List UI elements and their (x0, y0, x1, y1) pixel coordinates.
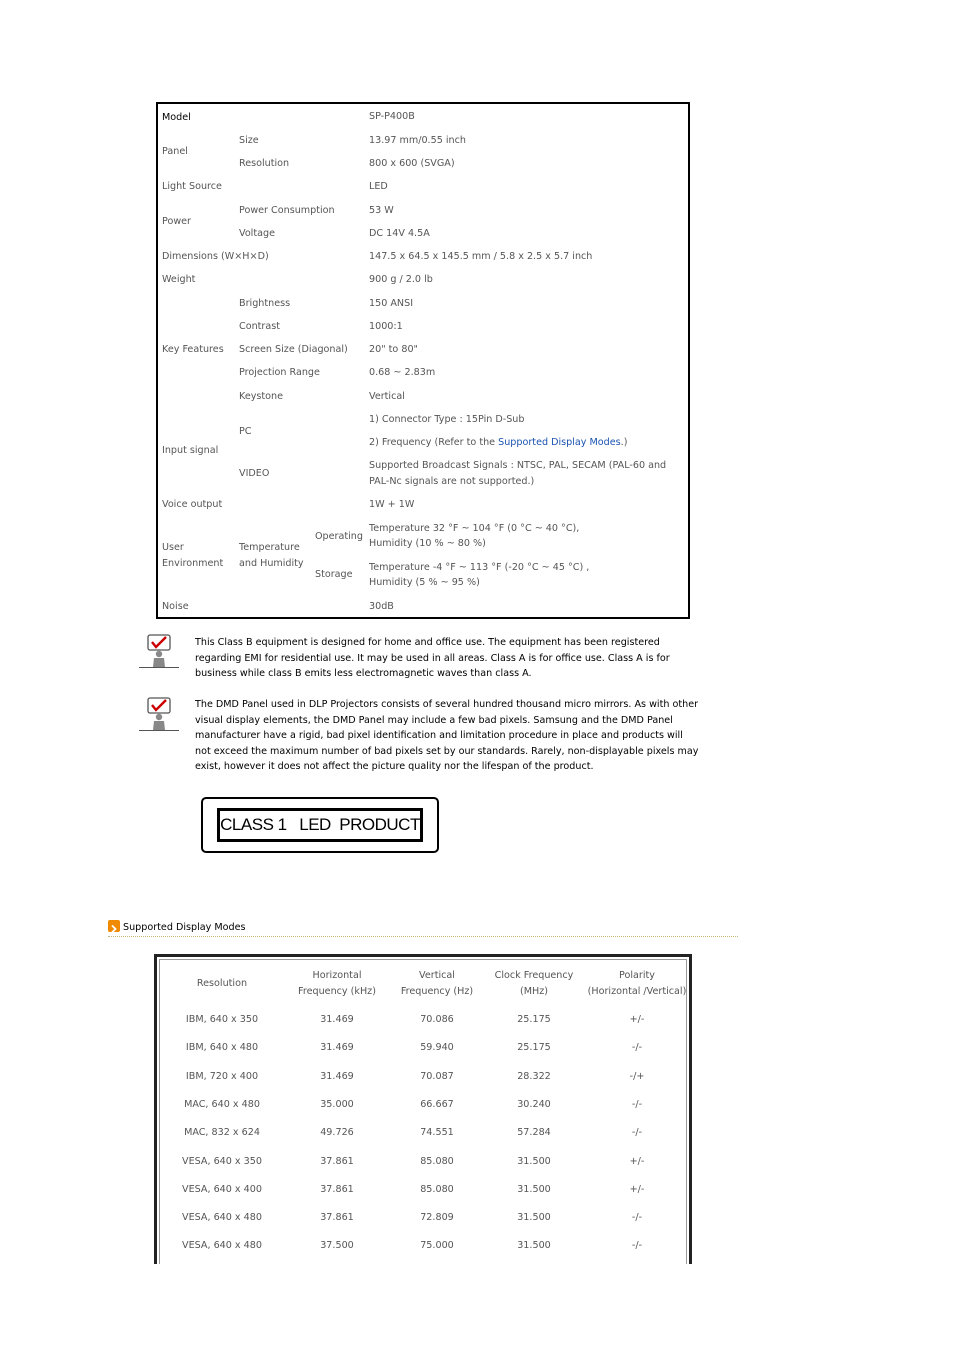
class-1-led-text: CLASS 1 LED PRODUCT (217, 808, 423, 842)
table-cell: MAC, 640 x 480 (184, 1098, 260, 1110)
pc-connector-value: 1) Connector Type : 15Pin D-Sub (369, 414, 525, 425)
noise-label: Noise (162, 601, 189, 612)
table-cell: 37.861 (320, 1183, 354, 1195)
table-cell: 25.175 (517, 1014, 551, 1025)
display-modes-table (154, 954, 692, 1264)
header-clock-1: Clock Frequency (494, 970, 574, 981)
table-cell: -/+ (629, 1070, 645, 1082)
table-cell: 31.469 (320, 1070, 354, 1082)
contrast-label: Contrast (239, 321, 280, 332)
header-horizontal-1: Horizontal (312, 970, 362, 981)
table-cell: 85.080 (420, 1155, 454, 1167)
table-cell: VESA, 640 x 480 (182, 1240, 262, 1252)
screen-size-label: Screen Size (Diagonal) (239, 344, 348, 355)
table-cell: MAC, 832 x 624 (184, 1127, 260, 1139)
header-clock (482, 968, 586, 999)
header-polarity-2: (Horizontal /Vertical) (587, 985, 687, 997)
header-horizontal (282, 968, 392, 999)
dimensions-value: 147.5 x 64.5 x 145.5 mm / 5.8 x 2.5 x 5.7 inch (369, 251, 593, 262)
class-1-led-label (201, 797, 439, 853)
table-cell: +/- (629, 1014, 645, 1025)
keystone-value: Vertical (369, 391, 405, 402)
header-polarity (586, 968, 688, 999)
table-cell: 85.080 (420, 1183, 454, 1195)
table-cell: -/- (631, 1212, 643, 1224)
size-label: Size (239, 135, 259, 146)
table-cell: +/- (629, 1183, 645, 1195)
table-cell: 70.086 (420, 1014, 454, 1025)
table-cell: -/- (631, 1098, 643, 1110)
table-cell: 72.809 (420, 1212, 454, 1224)
table-cell: 28.322 (517, 1070, 551, 1082)
screen-size-value: 20" to 80" (369, 344, 418, 355)
table-cell: 31.500 (517, 1183, 551, 1195)
operating-value-2: Humidity (10 % ~ 80 %) (369, 538, 486, 549)
input-signal-label: Input signal (162, 445, 219, 456)
brightness-label: Brightness (239, 298, 291, 309)
chevron-right-icon (108, 920, 120, 932)
table-cell: 31.469 (320, 1042, 354, 1054)
size-value: 13.97 mm/0.55 inch (369, 135, 466, 146)
projection-range-label: Projection Range (239, 367, 320, 378)
pc-label: PC (239, 426, 252, 437)
temp-humidity-label-2: and Humidity (239, 558, 304, 569)
table-cell: 25.175 (517, 1042, 551, 1054)
table-cell: IBM, 720 x 400 (185, 1070, 259, 1082)
dimensions-label: Dimensions (W×H×D) (162, 251, 269, 262)
table-cell: 35.000 (320, 1098, 354, 1110)
video-value: Supported Broadcast Signals : NTSC, PAL, SECAM (PAL-60 and PAL-Nc signals are not supported.) (369, 460, 667, 487)
section-divider (108, 936, 738, 937)
table-cell: 49.726 (320, 1127, 354, 1139)
header-horizontal-2: Frequency (kHz) (298, 985, 376, 997)
table-cell: 70.087 (420, 1070, 454, 1082)
voice-output-value: 1W + 1W (369, 499, 415, 510)
table-cell: 37.861 (320, 1212, 354, 1224)
header-clock-2: (MHz) (519, 985, 548, 997)
temp-humidity-label-1: Temperature (239, 542, 300, 553)
checklist-person-icon (139, 634, 179, 668)
supported-display-modes-link[interactable]: Supported Display Modes (498, 437, 621, 448)
table-cell: IBM, 640 x 350 (185, 1014, 259, 1025)
weight-label: Weight (162, 274, 196, 285)
power-consumption-label: Power Consumption (239, 205, 335, 216)
header-vertical-1: Vertical (419, 970, 455, 981)
table-cell: -/- (631, 1240, 643, 1252)
table-cell: 37.500 (320, 1240, 354, 1252)
operating-value-1: Temperature 32 °F ~ 104 °F (0 °C ~ 40 °C), (369, 523, 580, 534)
keystone-label: Keystone (239, 391, 284, 402)
header-resolution-text: Resolution (196, 978, 248, 989)
user-environment-label-2: Environment (162, 558, 224, 569)
table-cell: 37.861 (320, 1155, 354, 1167)
class-b-note: This Class B equipment is designed for home and office use. The equipment has been registered regarding EMI for residential use. It may be used in all areas. Class A is for office use. Class A is for business while class B emits less electromagnetic waves than class A. (195, 637, 670, 680)
table-cell: -/- (631, 1042, 643, 1054)
pc-frequency-value (369, 435, 627, 451)
user-environment-label-1: User (162, 542, 184, 553)
header-vertical (392, 968, 482, 999)
model-value: SP-P400B (369, 111, 415, 122)
table-cell: 74.551 (420, 1127, 454, 1139)
section-title: Supported Display Modes (123, 922, 246, 933)
table-cell: IBM, 640 x 480 (185, 1042, 259, 1054)
voice-output-label: Voice output (162, 499, 223, 510)
voltage-label: Voltage (239, 228, 275, 239)
header-resolution (162, 976, 282, 992)
table-cell: 30.240 (517, 1098, 551, 1110)
header-vertical-2: Frequency (Hz) (400, 985, 474, 997)
table-cell: 57.284 (517, 1127, 551, 1139)
storage-value-2: Humidity (5 % ~ 95 %) (369, 577, 480, 588)
header-polarity-1: Polarity (619, 970, 655, 981)
display-modes-inner (159, 959, 687, 1264)
checklist-person-icon (139, 697, 179, 731)
table-cell: +/- (629, 1155, 645, 1167)
weight-value: 900 g / 2.0 lb (369, 274, 433, 285)
table-cell: VESA, 640 x 350 (182, 1155, 262, 1167)
table-cell: 66.667 (420, 1098, 454, 1110)
resolution-value: 800 x 600 (SVGA) (369, 158, 455, 169)
pc-frequency-suffix: .) (620, 437, 628, 448)
voltage-value: DC 14V 4.5A (369, 228, 430, 239)
storage-label: Storage (315, 569, 353, 580)
power-label: Power (162, 216, 192, 227)
table-cell: 59.940 (420, 1042, 454, 1054)
pc-frequency-prefix: 2) Frequency (Refer to the (369, 437, 499, 448)
spec-table (156, 102, 690, 619)
operating-label: Operating (315, 531, 363, 542)
noise-value: 30dB (369, 601, 394, 612)
table-cell: 75.000 (420, 1240, 454, 1252)
dmd-panel-note: The DMD Panel used in DLP Projectors consists of several hundred thousand micro mirrors. As with other visual display elements, the DMD Panel may include a few bad pixels. Samsung and the DMD Panel manufacturer have a rigid, bad pixel identification and limitation procedure in place and products will not exceed the maximum number of bad pixels set by our standards. Rarely, non-displayable pixels may exist, however it does not affect the picture quality nor the lifespan of the product. (195, 699, 699, 773)
power-consumption-value: 53 W (369, 205, 394, 216)
projection-range-value: 0.68 ~ 2.83m (369, 367, 436, 378)
table-cell: -/- (631, 1127, 643, 1139)
table-cell: 31.500 (517, 1240, 551, 1252)
table-cell: VESA, 640 x 480 (182, 1212, 262, 1224)
contrast-value: 1000:1 (369, 321, 403, 332)
video-label: VIDEO (239, 468, 270, 479)
resolution-label: Resolution (239, 158, 290, 169)
light-source-value: LED (369, 181, 388, 192)
model-label: Model (162, 112, 191, 123)
brightness-value: 150 ANSI (369, 298, 414, 309)
storage-value-1: Temperature -4 °F ~ 113 °F (-20 °C ~ 45 °C) , (369, 562, 590, 573)
panel-label: Panel (162, 146, 188, 157)
table-cell: 31.500 (517, 1212, 551, 1224)
light-source-label: Light Source (162, 181, 222, 192)
table-cell: 31.500 (517, 1155, 551, 1167)
key-features-label: Key Features (162, 344, 224, 355)
table-cell: VESA, 640 x 400 (182, 1183, 262, 1195)
table-cell: 31.469 (320, 1014, 354, 1025)
